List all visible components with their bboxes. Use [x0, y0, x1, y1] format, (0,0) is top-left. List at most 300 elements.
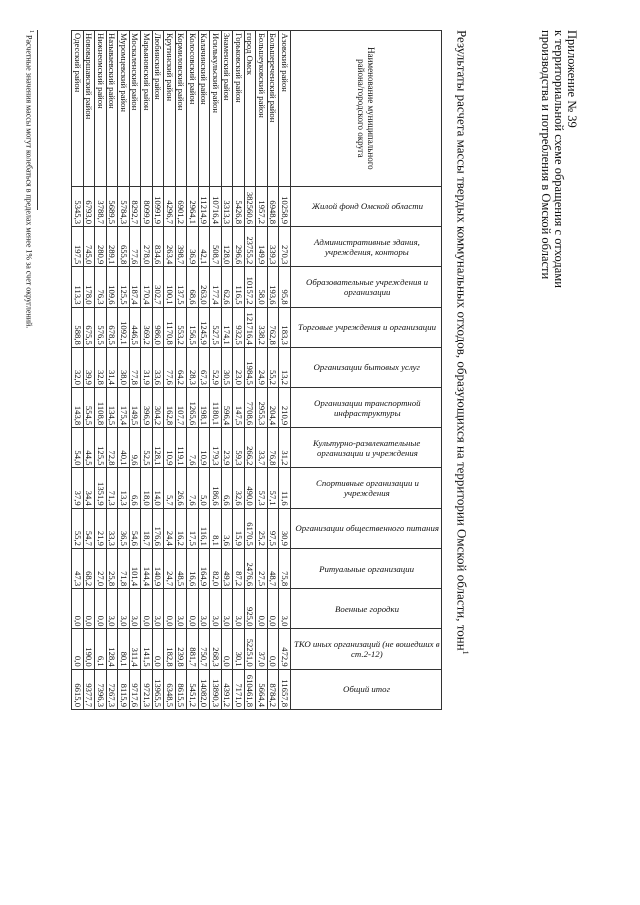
column-header-13	[291, 669, 442, 709]
title-footnote-mark: 1	[461, 650, 470, 655]
district-name-cell: Кормиловский район	[176, 31, 188, 187]
value-cell: 302,7	[153, 267, 165, 307]
value-cell: 8784,2	[268, 669, 280, 709]
value-cell: 125,5	[118, 267, 130, 307]
value-cell: 144,4	[141, 548, 153, 588]
appendix-header	[539, 30, 578, 880]
value-cell: 8099,9	[141, 186, 153, 226]
value-cell: 59,3	[233, 428, 245, 468]
value-cell: 176,6	[153, 508, 165, 548]
value-cell: 0,0	[256, 589, 268, 629]
value-cell: 3313,3	[222, 186, 234, 226]
value-cell: 472,9	[279, 629, 291, 669]
value-cell: 40,1	[118, 428, 130, 468]
column-header-label: Ритуальные организации	[319, 563, 415, 574]
value-cell: 15,9	[233, 508, 245, 548]
value-cell: 128,4	[107, 629, 119, 669]
value-cell: 9,6	[130, 428, 142, 468]
value-cell: 179,3	[210, 428, 222, 468]
value-cell: 198,1	[199, 387, 211, 427]
value-cell: 37,0	[256, 629, 268, 669]
value-cell: 2476,6	[245, 548, 257, 588]
value-cell: 182,8	[164, 629, 176, 669]
value-cell: 1245,9	[199, 307, 211, 347]
value-cell: 11,6	[279, 468, 291, 508]
value-cell: 107,7	[176, 387, 188, 427]
value-cell: 10991,9	[153, 186, 165, 226]
value-cell: 5,7	[164, 468, 176, 508]
district-name-cell: Одесский район	[72, 31, 84, 187]
value-cell: 42,1	[199, 227, 211, 267]
value-cell: 263,0	[199, 267, 211, 307]
value-cell: 338,2	[256, 307, 268, 347]
value-cell: 100,1	[164, 267, 176, 307]
value-cell: 7396,3	[95, 669, 107, 709]
table-row	[72, 31, 84, 710]
value-cell: 101,4	[130, 548, 142, 588]
value-cell: 32,6	[233, 468, 245, 508]
appendix-line-2: к территориальной схеме обращения с отходами	[552, 30, 566, 288]
value-cell: 23,0	[233, 347, 245, 387]
value-cell: 33,3	[107, 508, 119, 548]
value-cell: 116,1	[199, 508, 211, 548]
value-cell: 14,0	[153, 468, 165, 508]
value-cell: 68,2	[84, 548, 96, 588]
column-header-4	[291, 307, 442, 347]
value-cell: 128,1	[153, 428, 165, 468]
value-cell: 67,3	[199, 347, 211, 387]
value-cell: 9717,6	[130, 669, 142, 709]
value-cell: 6615,0	[72, 669, 84, 709]
value-cell: 33,6	[153, 347, 165, 387]
value-cell: 1351,9	[95, 468, 107, 508]
value-cell: 745,0	[84, 227, 96, 267]
value-cell: 5345,3	[72, 186, 84, 226]
table-row	[118, 31, 130, 710]
value-cell: 311,4	[130, 629, 142, 669]
value-cell: 13,3	[118, 468, 130, 508]
value-cell: 7171,0	[233, 669, 245, 709]
value-cell: 121716,4	[245, 307, 257, 347]
value-cell: 3,0	[199, 589, 211, 629]
value-cell: 25,8	[107, 548, 119, 588]
value-cell: 210,9	[279, 387, 291, 427]
footnote-mark: 1	[28, 30, 34, 33]
value-cell: 141,5	[141, 629, 153, 669]
value-cell: 10,9	[164, 428, 176, 468]
value-cell: 128,0	[222, 227, 234, 267]
appendix-line-1: Приложение № 39	[565, 30, 579, 128]
value-cell: 71,8	[118, 548, 130, 588]
value-cell: 31,2	[279, 428, 291, 468]
value-cell: 0,0	[187, 589, 199, 629]
value-cell: 113,3	[72, 267, 84, 307]
value-cell: 3,0	[279, 589, 291, 629]
value-cell: 183,3	[279, 307, 291, 347]
value-cell: 77,6	[164, 347, 176, 387]
value-cell: 3,0	[130, 589, 142, 629]
value-cell: 190,0	[84, 629, 96, 669]
value-cell: 0,0	[222, 629, 234, 669]
value-cell: 5,0	[199, 468, 211, 508]
value-cell: 675,5	[84, 307, 96, 347]
value-cell: 33,7	[256, 428, 268, 468]
value-cell: 576,5	[95, 307, 107, 347]
district-name-cell: Нижнеомский район	[95, 31, 107, 187]
value-cell: 0,0	[72, 589, 84, 629]
value-cell: 4296,7	[164, 186, 176, 226]
value-cell: 266,2	[245, 428, 257, 468]
value-cell: 36,9	[187, 227, 199, 267]
value-cell: 147,5	[233, 387, 245, 427]
value-cell: 3,0	[233, 589, 245, 629]
value-cell: 23755,2	[245, 227, 257, 267]
value-cell: 177,4	[210, 267, 222, 307]
column-header-11	[291, 589, 442, 629]
value-cell: 3,0	[153, 589, 165, 629]
value-cell: 30,5	[222, 347, 234, 387]
district-name-cell: Любинский район	[153, 31, 165, 187]
value-cell: 149,9	[256, 227, 268, 267]
value-cell: 58,0	[256, 267, 268, 307]
value-cell: 156,5	[187, 307, 199, 347]
waste-mass-table	[72, 30, 443, 710]
value-cell: 31,4	[107, 347, 119, 387]
value-cell: 95,8	[279, 267, 291, 307]
value-cell: 6,6	[130, 468, 142, 508]
value-cell: 5426,8	[233, 186, 245, 226]
value-cell: 3,0	[107, 589, 119, 629]
value-cell: 10716,4	[210, 186, 222, 226]
value-cell: 134,5	[107, 387, 119, 427]
value-cell: 296,6	[233, 227, 245, 267]
column-header-5	[291, 347, 442, 387]
value-cell: 140,9	[153, 548, 165, 588]
value-cell: 75,8	[279, 548, 291, 588]
value-cell: 32,0	[72, 347, 84, 387]
value-cell: 48,5	[176, 548, 188, 588]
column-header-label: ТКО иных организаций (не вошедших в ст.2-12)	[294, 639, 440, 659]
value-cell: 382560,6	[245, 186, 257, 226]
value-cell: 204,4	[268, 387, 280, 427]
value-cell: 71,3	[107, 468, 119, 508]
table-row	[95, 31, 107, 710]
value-cell: 72,8	[107, 428, 119, 468]
value-cell: 0,0	[164, 589, 176, 629]
value-cell: 610461,8	[245, 669, 257, 709]
value-cell: 30,9	[279, 508, 291, 548]
value-cell: 0,0	[153, 629, 165, 669]
value-cell: 44,5	[84, 428, 96, 468]
value-cell: 8115,9	[118, 669, 130, 709]
value-cell: 16,6	[187, 548, 199, 588]
value-cell: 47,3	[72, 548, 84, 588]
value-cell: 143,8	[72, 387, 84, 427]
district-name-cell: Называевский район	[107, 31, 119, 187]
district-name-cell: Исилькульский район	[210, 31, 222, 187]
value-cell: 0,0	[84, 589, 96, 629]
column-header-label: Культурно-развлекательные организации и учреждения	[313, 437, 421, 458]
value-cell: 678,5	[107, 307, 119, 347]
value-cell: 64,2	[176, 347, 188, 387]
footnote-text: Расчетные значения массы могут колебаться в пределах менее 1% за счет округлений.	[24, 35, 34, 329]
table-row	[233, 31, 245, 710]
value-cell: 62,6	[222, 267, 234, 307]
value-cell: 186,6	[210, 468, 222, 508]
value-cell: 34,4	[84, 468, 96, 508]
table-header-row	[291, 31, 442, 710]
value-cell: 0,0	[95, 589, 107, 629]
district-name-cell: Калачинский район	[199, 31, 211, 187]
value-cell: 52,5	[141, 428, 153, 468]
table-row	[222, 31, 234, 710]
column-header-label: Образовательные учреждения и организации	[305, 276, 429, 297]
value-cell: 986,0	[153, 307, 165, 347]
footnote-rule	[37, 30, 38, 210]
value-cell: 762,8	[268, 307, 280, 347]
table-row	[279, 31, 291, 710]
value-cell: 137,5	[176, 267, 188, 307]
value-cell: 3,0	[210, 589, 222, 629]
value-cell: 21,9	[95, 508, 107, 548]
value-cell: 13,2	[279, 347, 291, 387]
value-cell: 149,5	[130, 387, 142, 427]
value-cell: 881,7	[187, 629, 199, 669]
column-header-label: Спортивные организации и учреждения	[315, 478, 419, 499]
value-cell: 9721,3	[141, 669, 153, 709]
footnote	[24, 30, 34, 328]
appendix-line-3: производства и потребления в Омской области	[539, 30, 553, 280]
value-cell: 1957,2	[256, 186, 268, 226]
value-cell: 596,4	[222, 387, 234, 427]
value-cell: 37,9	[72, 468, 84, 508]
value-cell: 23,9	[222, 428, 234, 468]
value-cell: 162,8	[164, 387, 176, 427]
value-cell: 925,0	[245, 589, 257, 629]
value-cell: 76,8	[268, 428, 280, 468]
value-cell: 1092,1	[118, 307, 130, 347]
value-cell: 834,6	[153, 227, 165, 267]
value-cell: 932,5	[233, 307, 245, 347]
value-cell: 54,7	[84, 508, 96, 548]
value-cell: 26,6	[176, 468, 188, 508]
value-cell: 7267,3	[107, 669, 119, 709]
table-row	[164, 31, 176, 710]
column-header-2	[291, 227, 442, 267]
value-cell: 76,3	[95, 267, 107, 307]
column-header-1	[291, 186, 442, 226]
value-cell: 5451,2	[187, 669, 199, 709]
value-cell: 3,6	[222, 508, 234, 548]
table-row	[256, 31, 268, 710]
value-cell: 125,5	[95, 428, 107, 468]
value-cell: 369,2	[141, 307, 153, 347]
value-cell: 25,2	[256, 508, 268, 548]
value-cell: 1180,1	[210, 387, 222, 427]
value-cell: 178,0	[84, 267, 96, 307]
table-row	[187, 31, 199, 710]
district-name-cell: Горьковский район	[233, 31, 245, 187]
value-cell: 6793,0	[84, 186, 96, 226]
value-cell: 32,8	[95, 347, 107, 387]
value-cell: 304,2	[153, 387, 165, 427]
district-name-cell: Знаменский район	[222, 31, 234, 187]
value-cell: 1265,6	[187, 387, 199, 427]
value-cell: 24,9	[256, 347, 268, 387]
value-cell: 52251,0	[245, 629, 257, 669]
value-cell: 116,5	[233, 267, 245, 307]
value-cell: 4391,2	[222, 669, 234, 709]
value-cell: 8615,5	[176, 669, 188, 709]
table-row	[268, 31, 280, 710]
value-cell: 1170,8	[164, 307, 176, 347]
value-cell: 5664,4	[256, 669, 268, 709]
value-cell: 553,2	[176, 307, 188, 347]
column-header-label: Организации транспортной инфраструктуры	[313, 397, 421, 418]
value-cell: 28,3	[187, 347, 199, 387]
value-cell: 10258,9	[279, 186, 291, 226]
value-cell: 588,8	[72, 307, 84, 347]
column-header-label: Военные городки	[335, 603, 399, 614]
value-cell: 5689,5	[107, 186, 119, 226]
value-cell: 52,9	[210, 347, 222, 387]
value-cell: 655,8	[118, 227, 130, 267]
column-header-8	[291, 468, 442, 508]
value-cell: 18,7	[141, 508, 153, 548]
table-row	[153, 31, 165, 710]
document-title	[455, 30, 472, 880]
value-cell: 24,7	[164, 548, 176, 588]
value-cell: 280,9	[95, 227, 107, 267]
value-cell: 119,1	[176, 428, 188, 468]
column-header-9	[291, 508, 442, 548]
value-cell: 6,1	[95, 629, 107, 669]
value-cell: 508,7	[210, 227, 222, 267]
table-row	[141, 31, 153, 710]
value-cell: 27,0	[95, 548, 107, 588]
value-cell: 77,8	[130, 347, 142, 387]
value-cell: 0,0	[268, 589, 280, 629]
value-cell: 268,3	[210, 629, 222, 669]
column-header-label: Наименование муниципального района/городского округа	[356, 47, 376, 170]
value-cell: 57,3	[256, 468, 268, 508]
value-cell: 3,0	[222, 589, 234, 629]
column-header-district	[291, 31, 442, 187]
value-cell: 57,1	[268, 468, 280, 508]
value-cell: 38,0	[118, 347, 130, 387]
district-name-cell: Колосовский район	[187, 31, 199, 187]
value-cell: 97,5	[268, 508, 280, 548]
table-row	[84, 31, 96, 710]
column-header-label: Общий итог	[343, 684, 391, 695]
column-header-label: Организации бытовых услуг	[313, 362, 421, 373]
value-cell: 490,0	[245, 468, 257, 508]
value-cell: 193,6	[268, 267, 280, 307]
district-name-cell: Марьяновский район	[141, 31, 153, 187]
value-cell: 5784,3	[118, 186, 130, 226]
value-cell: 18,0	[141, 468, 153, 508]
value-cell: 554,5	[84, 387, 96, 427]
table-row	[245, 31, 257, 710]
value-cell: 1108,8	[95, 387, 107, 427]
value-cell: 289,1	[107, 227, 119, 267]
value-cell: 109,6	[107, 267, 119, 307]
value-cell: 339,3	[268, 227, 280, 267]
district-name-cell: Азовский район	[279, 31, 291, 187]
value-cell: 6,6	[222, 468, 234, 508]
value-cell: 82,0	[210, 548, 222, 588]
value-cell: 54,0	[72, 428, 84, 468]
value-cell: 8292,7	[130, 186, 142, 226]
district-name-cell: город Омск	[245, 31, 257, 187]
table-row	[176, 31, 188, 710]
value-cell: 54,6	[130, 508, 142, 548]
table-row	[130, 31, 142, 710]
district-name-cell: Муромцевский район	[118, 31, 130, 187]
value-cell: 7,6	[187, 428, 199, 468]
value-cell: 2955,3	[256, 387, 268, 427]
value-cell: 170,4	[141, 267, 153, 307]
value-cell: 16,2	[176, 508, 188, 548]
district-name-cell: Большеуковский район	[256, 31, 268, 187]
value-cell: 8,1	[210, 508, 222, 548]
value-cell: 31,9	[141, 347, 153, 387]
value-cell: 396,9	[141, 387, 153, 427]
column-header-6	[291, 387, 442, 427]
value-cell: 36,5	[118, 508, 130, 548]
title-text: Результаты расчета массы твердых коммунальных отходов, образующихся на территории Омской области, тонн	[454, 30, 470, 651]
value-cell: 2964,1	[187, 186, 199, 226]
value-cell: 87,2	[233, 548, 245, 588]
table-row	[199, 31, 211, 710]
value-cell: 164,9	[199, 548, 211, 588]
column-header-10	[291, 548, 442, 588]
table-row	[107, 31, 119, 710]
value-cell: 3,0	[176, 589, 188, 629]
value-cell: 49,3	[222, 548, 234, 588]
value-cell: 0,0	[72, 629, 84, 669]
value-cell: 48,7	[268, 548, 280, 588]
value-cell: 750,7	[199, 629, 211, 669]
value-cell: 24,4	[164, 508, 176, 548]
table-body	[72, 31, 291, 710]
value-cell: 6170,5	[245, 508, 257, 548]
rotated-content	[24, 30, 590, 880]
district-name-cell: Москаленский район	[130, 31, 142, 187]
value-cell: 446,5	[130, 307, 142, 347]
value-cell: 0,0	[141, 589, 153, 629]
value-cell: 17,5	[187, 508, 199, 548]
value-cell: 6948,8	[268, 186, 280, 226]
column-header-3	[291, 267, 442, 307]
value-cell: 80,1	[118, 629, 130, 669]
column-header-label: Торговые учреждения и организации	[298, 322, 436, 333]
value-cell: 1984,5	[245, 347, 257, 387]
value-cell: 175,4	[118, 387, 130, 427]
value-cell: 197,5	[72, 227, 84, 267]
value-cell: 263,4	[164, 227, 176, 267]
value-cell: 9377,7	[84, 669, 96, 709]
value-cell: 10,9	[199, 428, 211, 468]
column-header-7	[291, 428, 442, 468]
value-cell: 270,3	[279, 227, 291, 267]
value-cell: 7,6	[187, 468, 199, 508]
value-cell: 13965,5	[153, 669, 165, 709]
district-name-cell: Крутинский район	[164, 31, 176, 187]
value-cell: 11214,9	[199, 186, 211, 226]
column-header-12	[291, 629, 442, 669]
district-name-cell: Большереченский район	[268, 31, 280, 187]
